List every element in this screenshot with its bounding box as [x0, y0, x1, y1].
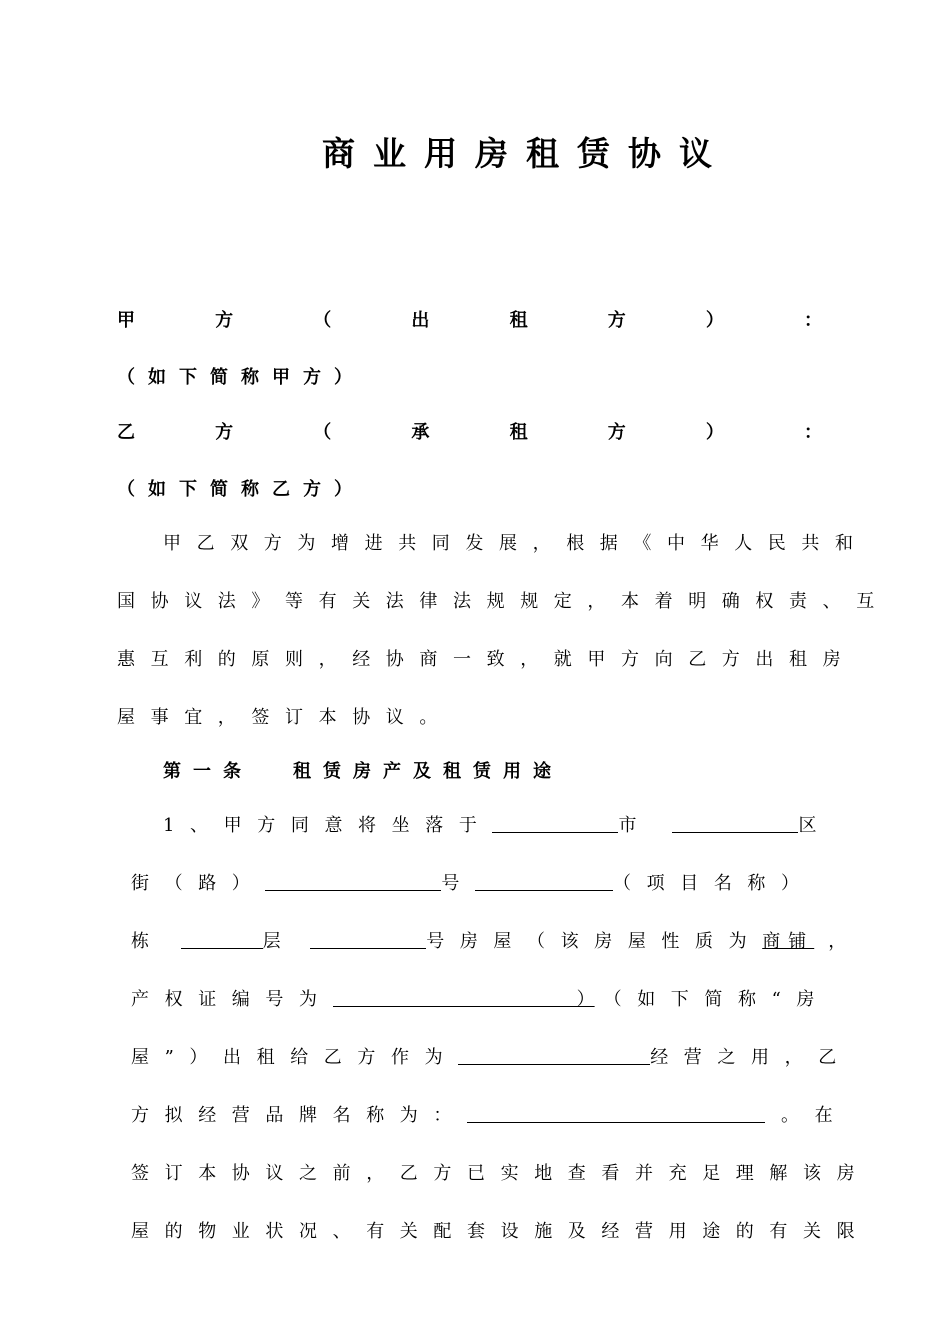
- city-blank[interactable]: [492, 814, 618, 833]
- clause-text: 区: [798, 815, 833, 836]
- clause-text: （项目名称）: [613, 873, 815, 894]
- clause-line: [131, 985, 830, 1011]
- brand-name-blank[interactable]: [467, 1104, 765, 1123]
- clause-text: ）: [576, 989, 595, 1010]
- preamble-line: 甲乙双方为增进共同发展，根据《中华人民共和: [163, 533, 869, 554]
- party-a-char: 方: [607, 310, 626, 331]
- article-heading: [163, 757, 563, 783]
- party-a-char: 出: [411, 310, 430, 331]
- party-b-char: 承: [411, 422, 430, 443]
- party-b-note: （如下简称乙方）: [117, 479, 365, 500]
- party-b-char: 乙: [117, 422, 135, 443]
- clause-text: 号: [441, 873, 476, 894]
- clause-text: 屋”）出租给乙方作为: [131, 1047, 459, 1068]
- party-a-char: ：: [803, 310, 822, 331]
- party-b-char: 方: [607, 422, 626, 443]
- clause-text: 经营之用，乙: [650, 1047, 852, 1068]
- party-a-line: [117, 306, 822, 332]
- number-blank[interactable]: [475, 872, 613, 891]
- clause-text: ，: [828, 931, 862, 952]
- business-use-blank[interactable]: [458, 1046, 650, 1065]
- document-title: 商业用房租赁协议: [322, 134, 730, 173]
- clause-text: （如下简称“房: [612, 989, 831, 1010]
- property-nature: 商铺: [762, 931, 815, 952]
- preamble-line: 惠互利的原则，经协商一致，就甲方向乙方出租房: [117, 649, 857, 670]
- party-a-char: 甲: [117, 310, 135, 331]
- district-blank[interactable]: [672, 814, 798, 833]
- party-b-line: [117, 418, 822, 444]
- article-title: 租赁房产及租赁用途: [293, 761, 563, 782]
- certificate-blank[interactable]: [333, 988, 577, 1007]
- street-blank[interactable]: [265, 872, 441, 891]
- clause-text: 街（路）: [131, 873, 266, 894]
- preamble-line: 国协议法》等有关法律法规规定，本着明确权责、互: [117, 591, 890, 612]
- party-a-char: 租: [509, 310, 528, 331]
- preamble-line: 屋事宜，签订本协议。: [117, 707, 453, 728]
- building-blank[interactable]: [181, 930, 263, 949]
- clause-text: 产权证编号为: [131, 989, 333, 1010]
- party-b-char: （: [313, 422, 332, 443]
- floor-blank[interactable]: [310, 930, 426, 949]
- party-b-char: ）: [705, 422, 724, 443]
- clause-line: [163, 811, 832, 837]
- party-a-char: （: [313, 310, 332, 331]
- article-number: 第一条: [163, 761, 253, 782]
- party-a-char: 方: [215, 310, 234, 331]
- clause-text: 方拟经营品牌名称为：: [131, 1105, 467, 1126]
- clause-line: 屋的物业状况、有关配套设施及经营用途的有关限: [131, 1221, 871, 1242]
- party-b-char: ：: [803, 422, 822, 443]
- party-a-char: ）: [705, 310, 724, 331]
- party-a-note: （如下简称甲方）: [117, 367, 365, 388]
- clause-text: 市: [618, 815, 637, 836]
- clause-line: [131, 927, 862, 953]
- clause-text: 号房屋（该房屋性质为: [426, 931, 763, 952]
- clause-text: 1、甲方同意将坐落于: [163, 815, 493, 836]
- party-b-char: 方: [215, 422, 234, 443]
- party-b-char: 租: [509, 422, 528, 443]
- clause-text: 栋: [131, 931, 165, 952]
- clause-line: [131, 1043, 852, 1069]
- clause-text: 层: [262, 931, 297, 952]
- clause-line: 签订本协议之前，乙方已实地查看并充足理解该房: [131, 1163, 871, 1184]
- clause-text: 。在: [781, 1105, 849, 1126]
- clause-line: [131, 1101, 848, 1127]
- clause-line: [131, 869, 815, 895]
